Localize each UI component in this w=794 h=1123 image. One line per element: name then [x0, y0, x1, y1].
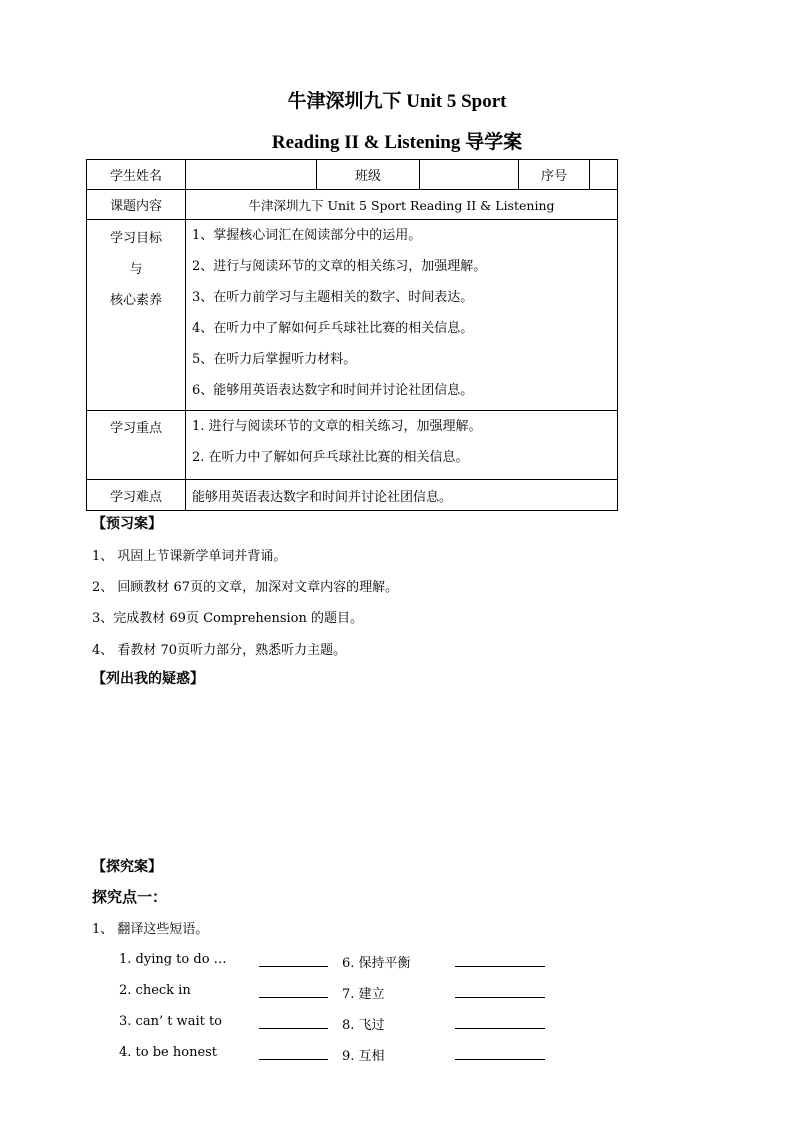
answer-blank[interactable] [455, 996, 545, 998]
goal-item: 1、掌握核心词汇在阅读部分中的运用。 [192, 228, 422, 243]
key-item: 2. 在听力中了解如何乒乓球社比赛的相关信息。 [192, 450, 469, 465]
class-field[interactable] [420, 160, 519, 190]
goals-label-line: 核心素养 [109, 293, 162, 308]
difficulty-label: 学习难点 [87, 480, 186, 511]
phrase-right: 6. 保持平衡 [342, 956, 411, 971]
explore-heading: 【探究案】 [92, 859, 162, 875]
preview-item: 4、 看教材 70页听力部分，熟悉听力主题。 [92, 643, 347, 658]
student-name-label: 学生姓名 [87, 160, 186, 190]
doubts-heading: 【列出我的疑惑】 [92, 671, 204, 687]
table-row-goals [87, 220, 618, 411]
goals-label [87, 220, 186, 411]
phrase-left: 3. can’ t wait to [119, 1014, 223, 1029]
key-label: 学习重点 [87, 411, 186, 480]
seat-label: 序号 [519, 160, 590, 190]
explore-point-heading: 探究点一： [92, 888, 168, 906]
goal-item: 6、能够用英语表达数字和时间并讨论社团信息。 [192, 383, 474, 398]
answer-blank[interactable] [259, 1027, 328, 1029]
goal-item: 3、在听力前学习与主题相关的数字、时间表达。 [192, 290, 474, 305]
page-subtitle: Reading II & Listening 导学案 [271, 132, 523, 153]
difficulty-value: 能够用英语表达数字和时间并讨论社团信息。 [186, 480, 618, 511]
answer-blank[interactable] [259, 1058, 328, 1060]
class-label: 班级 [317, 160, 420, 190]
goal-item: 5、在听力后掌握听力材料。 [192, 352, 357, 367]
answer-blank[interactable] [259, 996, 328, 998]
page-title: 牛津深圳九下 Unit 5 Sport [287, 91, 507, 112]
phrase-right: 7. 建立 [342, 987, 385, 1002]
key-list [186, 411, 618, 480]
preview-heading: 【预习案】 [92, 516, 162, 532]
phrase-right: 8. 飞过 [342, 1018, 385, 1033]
goal-item: 4、在听力中了解如何乒乓球社比赛的相关信息。 [192, 321, 474, 336]
phrase-left: 2. check in [119, 983, 191, 998]
preview-item: 1、 巩固上节课新学单词并背诵。 [92, 549, 287, 564]
table-row-topic [87, 190, 618, 220]
preview-item: 2、 回顾教材 67页的文章，加深对文章内容的理解。 [92, 580, 399, 595]
explore-task: 1、 翻译这些短语。 [92, 922, 209, 937]
table-row-student [87, 160, 618, 190]
answer-blank[interactable] [455, 1027, 545, 1029]
topic-label: 课题内容 [87, 190, 186, 220]
phrase-right: 9. 互相 [342, 1049, 385, 1064]
topic-value: 牛津深圳九下 Unit 5 Sport Reading II & Listening [186, 190, 618, 220]
goals-list [186, 220, 618, 411]
goals-label-line: 与 [129, 262, 143, 277]
answer-blank[interactable] [455, 1058, 545, 1060]
phrase-left: 1. dying to do … [119, 952, 227, 967]
goals-label-line: 学习目标 [109, 231, 162, 246]
answer-blank[interactable] [455, 965, 545, 967]
table-row-key [87, 411, 618, 480]
table-row-difficulty [87, 480, 618, 511]
phrase-left: 4. to be honest [119, 1045, 218, 1060]
answer-blank[interactable] [259, 965, 328, 967]
info-table [86, 159, 618, 511]
key-item: 1. 进行与阅读环节的文章的相关练习，加强理解。 [192, 419, 482, 434]
goal-item: 2、进行与阅读环节的文章的相关练习，加强理解。 [192, 259, 487, 274]
seat-field[interactable] [590, 160, 618, 190]
student-name-field[interactable] [186, 160, 317, 190]
preview-item: 3、完成教材 69页 Comprehension 的题目。 [92, 611, 364, 626]
